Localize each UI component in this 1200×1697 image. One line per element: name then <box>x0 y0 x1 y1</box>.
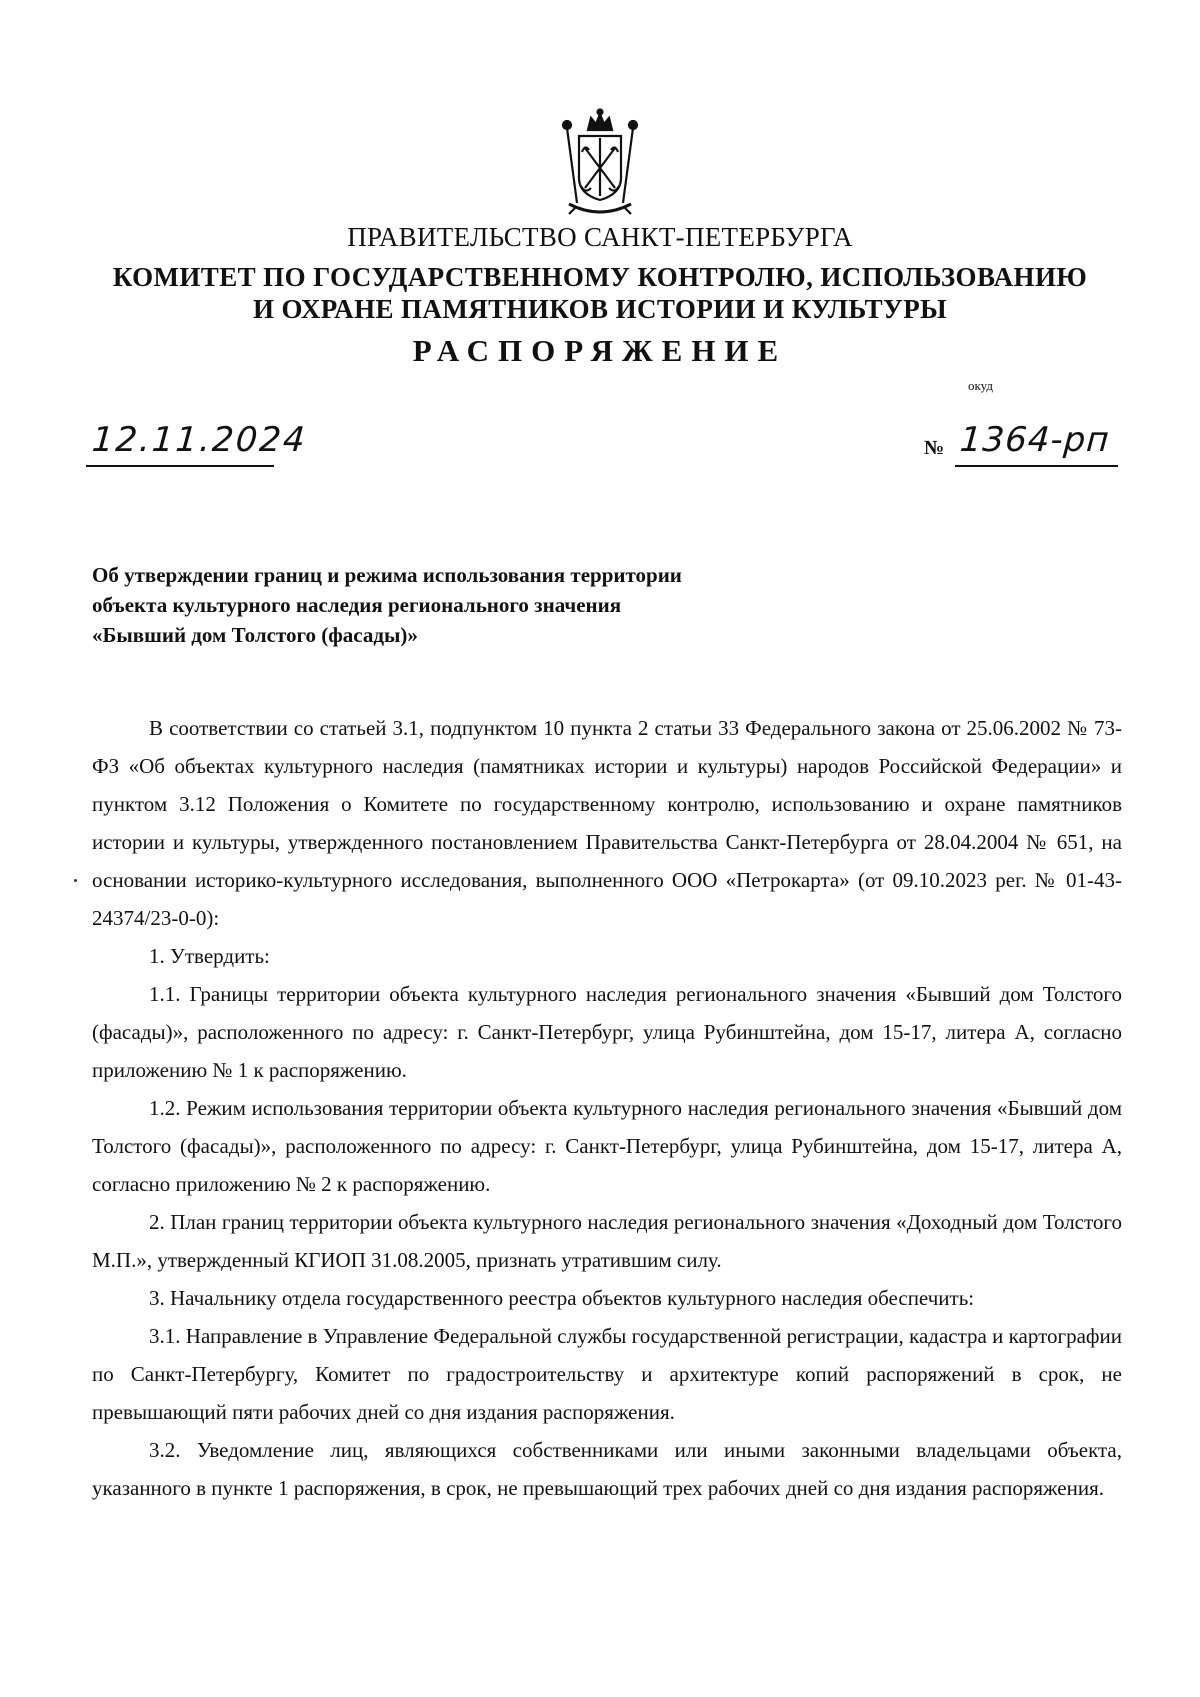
committee-name-line-1: КОМИТЕТ ПО ГОСУДАРСТВЕННОМУ КОНТРОЛЮ, ИСПОЛЬЗОВАНИЮ <box>112 262 1088 292</box>
date-underline <box>86 465 274 467</box>
number-label: № <box>924 437 945 459</box>
subject-line-1: Об утверждении границ и режима использования территории <box>92 563 682 587</box>
document-subject <box>92 560 852 650</box>
item-2: 2. План границ территории объекта культурного наследия регионального значения «Доходный дом Толстого М.П.», утвержденный КГИОП 31.08.2005, признать утратившим силу. <box>92 1210 1122 1272</box>
subject-line-2: объекта культурного наследия регионального значения <box>92 593 622 617</box>
subject-line-3: «Бывший дом Толстого (фасады)» <box>92 623 418 647</box>
item-3-2: 3.2. Уведомление лиц, являющихся собственниками или иными законными владельцами объекта, указанного в пункте 1 распоряжения, в срок, не превышающий трех рабочих дней со дня издания распоряжения. <box>92 1438 1122 1500</box>
scan-artifact-dot <box>74 879 77 882</box>
government-title: ПРАВИТЕЛЬСТВО САНКТ-ПЕТЕРБУРГА <box>347 222 853 252</box>
saint-petersburg-coat-of-arms-icon <box>555 108 645 218</box>
document-number: 1364-рп <box>958 420 1112 460</box>
committee-name-line-2: И ОХРАНЕ ПАМЯТНИКОВ ИСТОРИИ И КУЛЬТУРЫ <box>252 294 947 324</box>
preamble-paragraph: В соответствии со статьей 3.1, подпунктом 10 пункта 2 статьи 33 Федерального закона от 25.06.2002 № 73-ФЗ «Об объектах культурного наследия (памятниках истории и культуры) народов Российской Федерации» и пунктом 3.12 Положения о Комитете по государственному контролю, использованию и охране памятников истории и культуры, утвержденного постановлением Правительства Санкт-Петербурга от 28.04.2004 № 651, на основании историко-культурного исследования, выполненного ООО «Петрокарта» (от 09.10.2023 рег. № 01-43-24374/23-0-0): <box>92 716 1122 930</box>
item-3-1: 3.1. Направление в Управление Федеральной службы государственной регистрации, кадастра и картографии по Санкт-Петербургу, Комитет по градостроительству и архитектуре копий распоряжений в срок, не превышающий пяти рабочих дней со дня издания распоряжения. <box>92 1324 1122 1424</box>
item-1: 1. Утвердить: <box>149 944 270 968</box>
number-underline <box>955 465 1118 467</box>
item-3: 3. Начальнику отдела государственного реестра объектов культурного наследия обеспечить: <box>149 1286 975 1310</box>
document-type-title: РАСПОРЯЖЕНИЕ <box>412 333 788 368</box>
document-date: 12.11.2024 <box>90 420 309 460</box>
item-1-2: 1.2. Режим использования территории объекта культурного наследия регионального значения «Бывший дом Толстого (фасады)», расположенного по адресу: г. Санкт-Петербург, улица Рубинштейна, дом 15-17, литера А, согласно приложению № 2 к распоряжению. <box>92 1096 1122 1196</box>
item-1-1: 1.1. Границы территории объекта культурного наследия регионального значения «Бывший дом Толстого (фасады)», расположенного по адресу: г. Санкт-Петербург, улица Рубинштейна, дом 15-17, литера А, согласно приложению № 1 к распоряжению. <box>92 982 1122 1082</box>
okud-label: окуд <box>968 378 993 393</box>
document-body <box>92 709 1122 1507</box>
